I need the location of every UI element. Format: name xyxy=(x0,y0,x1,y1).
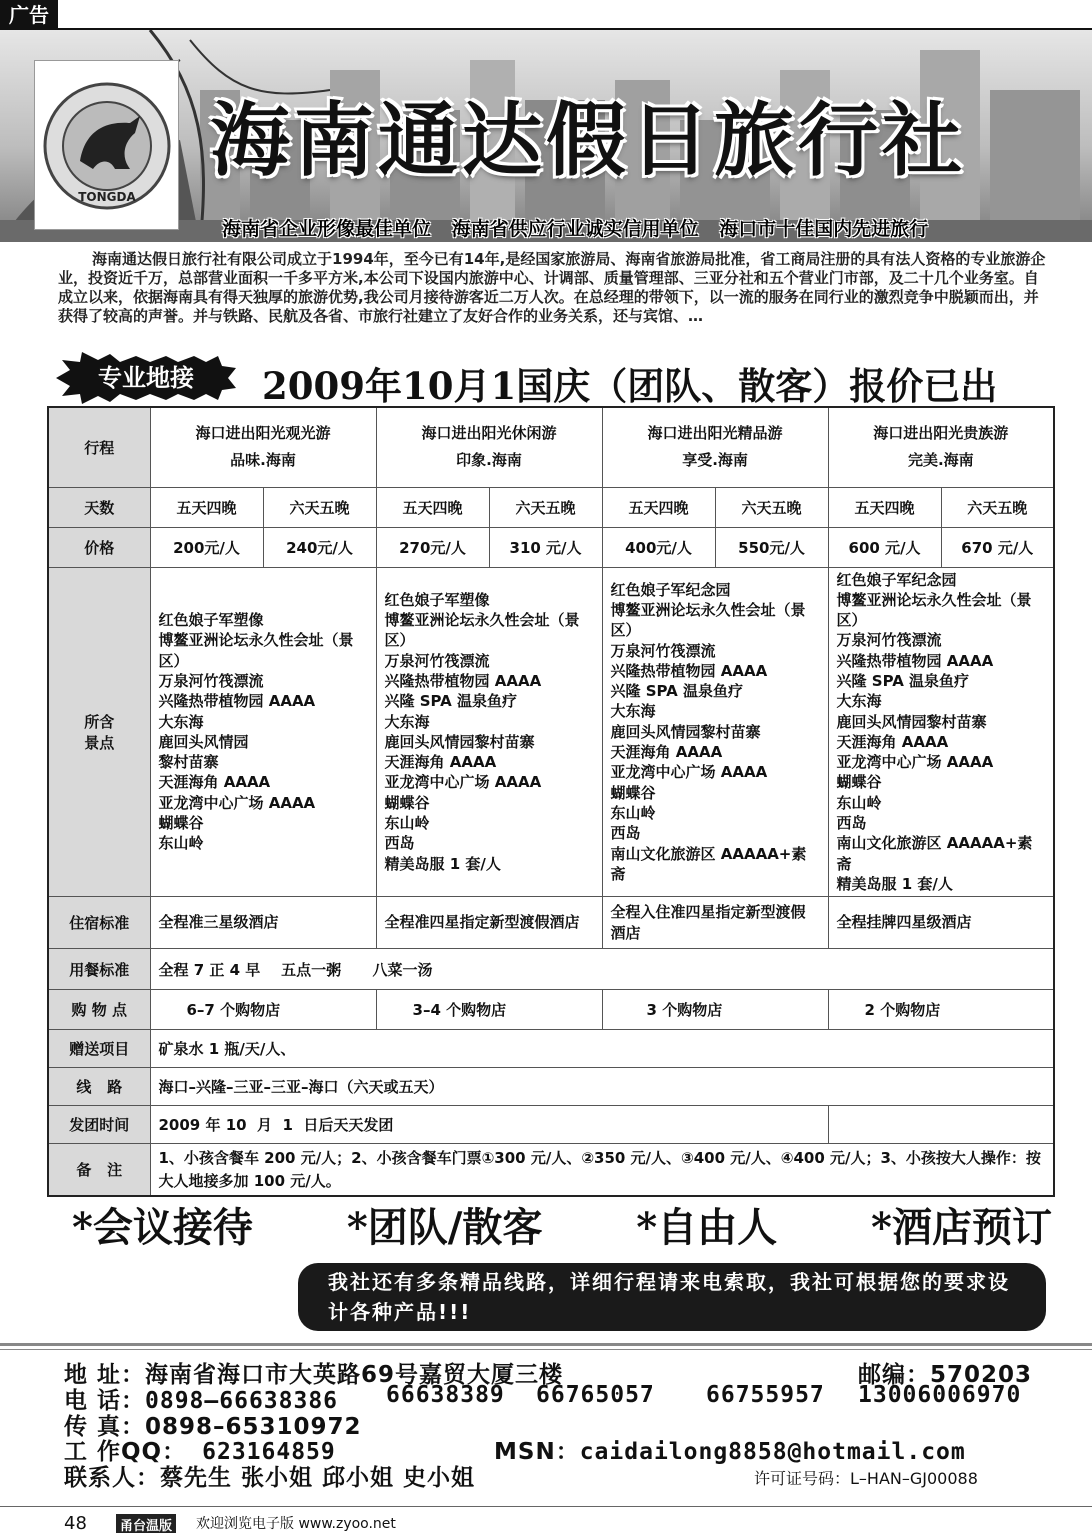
logo-text: TONGDA xyxy=(78,190,136,204)
phone-label: 电 话： xyxy=(64,1388,146,1414)
banner-slogan: 海南省企业形像最佳单位 海南省供应行业诚实信用单位 海口市十佳国内先进旅行 xyxy=(222,218,929,240)
sight-item: 鹿回头风情园黎村苗寨 xyxy=(610,722,761,741)
tour-title-3: 海口进出阳光精品游 享受.海南 xyxy=(602,407,828,487)
route-row xyxy=(48,1068,1054,1106)
sight-item: 兴隆热带植物园 AAAA xyxy=(610,661,768,680)
departure-empty-cell xyxy=(828,1106,1054,1144)
sight-item: 红色娘子军塑像 xyxy=(384,590,490,609)
sight-item: 兴隆 SPA 温泉鱼疗 xyxy=(384,692,517,711)
sight-item: 红色娘子军塑像 xyxy=(158,611,264,630)
tour-3-sights xyxy=(602,567,828,897)
qq-number[interactable]: 623164859 xyxy=(202,1439,336,1465)
sight-item: 精美岛服 1 套/人 xyxy=(384,854,501,873)
sight-item: 蝴蝶谷 xyxy=(158,814,204,833)
service-item: *自由人 xyxy=(636,1204,778,1251)
tour-1-days-a: 五天四晚 xyxy=(150,487,263,527)
sight-item: 南山文化旅游区 AAAAA+素斋 xyxy=(836,834,1033,873)
sight-item: 大东海 xyxy=(610,702,656,721)
service-item: *酒店预订 xyxy=(871,1204,1052,1251)
divider xyxy=(0,1349,1092,1350)
footer-divider xyxy=(0,1506,1092,1507)
sight-item: 大东海 xyxy=(836,692,882,711)
sight-item: 西岛 xyxy=(610,824,641,843)
itinerary-row xyxy=(48,407,1054,487)
tour-4-price-a: 600 元/人 xyxy=(828,527,941,567)
sight-item: 兴隆热带植物园 AAAA xyxy=(384,671,542,690)
product-note: 我社还有多条精品线路，详细行程请来电索取，我社可根据您的要求设计各种产品!!! xyxy=(298,1263,1046,1331)
headline-title: 2009年10月1国庆（团队、散客）报价已出 xyxy=(262,364,998,408)
sight-item: 博鳌亚洲论坛永久性会址（景区） xyxy=(158,631,354,670)
divider xyxy=(0,1343,1092,1346)
sight-item: 天涯海角 AAAA xyxy=(836,732,949,751)
horse-emblem-icon xyxy=(35,61,180,231)
fax-line: 传 真：0898–65310972 xyxy=(64,1414,362,1440)
tour-1-days-b: 六天五晚 xyxy=(263,487,376,527)
sight-item: 东山岭 xyxy=(384,814,430,833)
row-label-gift: 赠送项目 xyxy=(48,1030,150,1068)
tour-title-2: 海口进出阳光休闲游 印象.海南 xyxy=(376,407,602,487)
shopping-row xyxy=(48,990,1054,1030)
ad-tag: 广告 xyxy=(0,0,58,30)
sight-item: 兴隆 SPA 温泉鱼疗 xyxy=(610,682,744,701)
remarks-value: 1、小孩含餐车 200 元/人；2、小孩含餐车门票①300 元/人、②350 元/人、③400 元/人、④400 元/人；3、小孩按大人操作：按大人地接多加 100 元/人。 xyxy=(150,1144,1054,1196)
services-list xyxy=(72,1196,1052,1253)
sight-item: 南山文化旅游区 AAAAA+素斋 xyxy=(610,844,807,883)
sight-item: 万泉河竹筏漂流 xyxy=(158,671,264,690)
sight-item: 博鳌亚洲论坛永久性会址（景区） xyxy=(610,600,806,640)
license-number: 许可证号码：L–HAN–GJ00088 xyxy=(754,1469,978,1488)
address-line: 地 址：海南省海口市大英路69号嘉贸大厦三楼 xyxy=(64,1362,564,1388)
tour-2-shopping: 3–4 个购物店 xyxy=(376,990,602,1030)
tour-4-shopping: 2 个购物店 xyxy=(828,990,1054,1030)
sight-item: 万泉河竹筏漂流 xyxy=(384,651,490,670)
sight-item: 西岛 xyxy=(384,834,415,853)
company-intro: 海南通达假日旅行社有限公司成立于1994年，至今已有14年,是经国家旅游局、海南省旅游局批准，省工商局注册的具有法人资格的专业旅游企业，投资近千万，总部营业面积一千多平方米,本公司下设国内旅游中心、计调部、质量管理部、三亚分社和五个营业门市部，及二十几个业务室。自成立以来，依据海南具有得天独厚的旅游优势,我公司月接待游客近二万人次。在总经理的带领下，以一流的服务在同行业的激烈竞争中脱颖而出，并获得了较高的声誉。并与铁路、民航及各省、市旅行社建立了友好合作的业务关系，还与宾馆、… xyxy=(58,250,1046,325)
tour-4-price-b: 670 元/人 xyxy=(941,527,1054,567)
row-label-shopping: 购 物 点 xyxy=(48,990,150,1030)
departure-value: 2009 年 10 月 1 日后天天发团 xyxy=(150,1106,828,1144)
row-label-meals: 用餐标准 xyxy=(48,949,150,990)
badge-label: 专业地接 xyxy=(98,363,194,392)
sight-item: 天涯海角 AAAA xyxy=(384,753,497,772)
tour-2-price-a: 270元/人 xyxy=(376,527,489,567)
tour-2-price-b: 310 元/人 xyxy=(489,527,602,567)
sights-row xyxy=(48,567,1054,897)
sight-item: 大东海 xyxy=(158,712,204,731)
row-label-route: 线 路 xyxy=(48,1068,150,1106)
meals-row xyxy=(48,949,1054,990)
tour-1-shopping: 6–7 个购物店 xyxy=(150,990,376,1030)
sight-item: 精美岛服 1 套/人 xyxy=(836,874,953,893)
msn-line xyxy=(494,1433,966,1466)
sight-item: 红色娘子军纪念园 xyxy=(836,570,957,589)
page-number: 48 xyxy=(64,1513,87,1533)
row-label-itinerary: 行程 xyxy=(48,407,150,487)
sight-item: 鹿回头风情园黎村苗寨 xyxy=(836,712,987,731)
banner xyxy=(0,30,1092,242)
sight-item: 兴隆热带植物园 AAAA xyxy=(836,651,994,670)
tour-2-sights xyxy=(376,567,602,897)
sight-item: 大东海 xyxy=(384,712,430,731)
sight-item: 兴隆 SPA 温泉鱼疗 xyxy=(836,671,970,690)
sight-item: 亚龙湾中心广场 AAAA xyxy=(158,793,316,812)
hotel-row xyxy=(48,897,1054,949)
sight-item: 博鳌亚洲论坛永久性会址（景区） xyxy=(836,590,1032,630)
price-row xyxy=(48,527,1054,567)
tour-4-hotel: 全程挂牌四星级酒店 xyxy=(828,897,1054,949)
gift-row xyxy=(48,1030,1054,1068)
sight-item: 亚龙湾中心广场 AAAA xyxy=(610,763,768,782)
sight-item: 蝴蝶谷 xyxy=(384,793,430,812)
gift-value: 矿泉水 1 瓶/天/人、 xyxy=(150,1030,1054,1068)
phone-number[interactable]: 66755957 xyxy=(706,1382,825,1408)
tour-2-hotel: 全程准四星指定新型渡假酒店 xyxy=(376,897,602,949)
tour-4-sights xyxy=(828,567,1054,897)
sight-item: 万泉河竹筏漂流 xyxy=(610,641,716,660)
sight-item: 天涯海角 AAAA xyxy=(158,773,271,792)
sight-item: 黎村苗寨 xyxy=(158,753,219,772)
msn-email[interactable]: caidailong8858@hotmail.com xyxy=(579,1439,966,1465)
sight-item: 万泉河竹筏漂流 xyxy=(836,631,942,650)
row-label-sights: 所含 景点 xyxy=(48,567,150,897)
magazine-tag: 甬台温版 xyxy=(116,1514,176,1533)
contact-persons: 联系人：蔡先生 张小姐 邱小姐 史小姐 xyxy=(64,1465,476,1491)
tour-title-4: 海口进出阳光贵族游 完美.海南 xyxy=(828,407,1054,487)
row-label-days: 天数 xyxy=(48,487,150,527)
row-label-remarks: 备 注 xyxy=(48,1144,150,1196)
sight-item: 东山岭 xyxy=(836,793,882,812)
qq-label: 工 作QQ： xyxy=(64,1439,187,1465)
msn-label: MSN： xyxy=(494,1439,580,1465)
remarks-row xyxy=(48,1144,1054,1196)
sight-item: 鹿回头风情园 xyxy=(158,732,249,751)
tour-2-days-b: 六天五晚 xyxy=(489,487,602,527)
tour-1-hotel: 全程准三星级酒店 xyxy=(150,897,376,949)
company-logo xyxy=(34,60,179,230)
phone-number[interactable]: 66765057 xyxy=(536,1382,655,1408)
sight-item: 东山岭 xyxy=(158,834,204,853)
row-label-hotel: 住宿标准 xyxy=(48,897,150,949)
sight-item: 兴隆热带植物园 AAAA xyxy=(158,692,316,711)
tour-4-days-b: 六天五晚 xyxy=(941,487,1054,527)
tour-3-days-a: 五天四晚 xyxy=(602,487,715,527)
price-table xyxy=(47,406,1055,1197)
tour-2-days-a: 五天四晚 xyxy=(376,487,489,527)
sight-item: 亚龙湾中心广场 AAAA xyxy=(384,773,542,792)
tour-3-shopping: 3 个购物店 xyxy=(602,990,828,1030)
days-row xyxy=(48,487,1054,527)
sight-item: 博鳌亚洲论坛永久性会址（景区） xyxy=(384,611,580,650)
tour-3-price-b: 550元/人 xyxy=(715,527,828,567)
tour-4-days-a: 五天四晚 xyxy=(828,487,941,527)
service-item: *会议接待 xyxy=(72,1204,253,1251)
tour-3-hotel: 全程入住准四星指定新型渡假酒店 xyxy=(602,897,828,949)
sight-item: 蝴蝶谷 xyxy=(836,773,882,792)
phone-number[interactable]: 0898–66638386 xyxy=(145,1388,339,1414)
meals-value: 全程 7 正 4 早 五点一粥 八菜一汤 xyxy=(150,949,1054,990)
sight-item: 鹿回头风情园黎村苗寨 xyxy=(384,732,535,751)
tour-1-price-a: 200元/人 xyxy=(150,527,263,567)
sight-item: 红色娘子军纪念园 xyxy=(610,580,731,599)
web-note[interactable]: 欢迎浏览电子版 www.zyoo.net xyxy=(196,1516,396,1532)
phone-number[interactable]: 66638389 xyxy=(386,1382,505,1408)
sight-item: 天涯海角 AAAA xyxy=(610,743,723,762)
tour-3-price-a: 400元/人 xyxy=(602,527,715,567)
service-item: *团队/散客 xyxy=(346,1204,543,1251)
tour-1-price-b: 240元/人 xyxy=(263,527,376,567)
row-label-price: 价格 xyxy=(48,527,150,567)
tour-3-days-b: 六天五晚 xyxy=(715,487,828,527)
sight-item: 蝴蝶谷 xyxy=(610,783,656,802)
tour-title-1: 海口进出阳光观光游 品味.海南 xyxy=(150,407,376,487)
sight-item: 东山岭 xyxy=(610,803,656,822)
company-name: 海南通达假日旅行社 xyxy=(210,93,966,187)
sight-item: 西岛 xyxy=(836,814,867,833)
sight-item: 亚龙湾中心广场 AAAA xyxy=(836,753,994,772)
postcode: 邮编：570203 xyxy=(858,1362,1033,1388)
row-label-departure: 发团时间 xyxy=(48,1106,150,1144)
tour-1-sights xyxy=(150,567,376,897)
departure-row xyxy=(48,1106,1054,1144)
route-value: 海口–兴隆–三亚–三亚–海口（六天或五天） xyxy=(150,1068,1054,1106)
mobile-number[interactable]: 13006006970 xyxy=(858,1382,1022,1408)
